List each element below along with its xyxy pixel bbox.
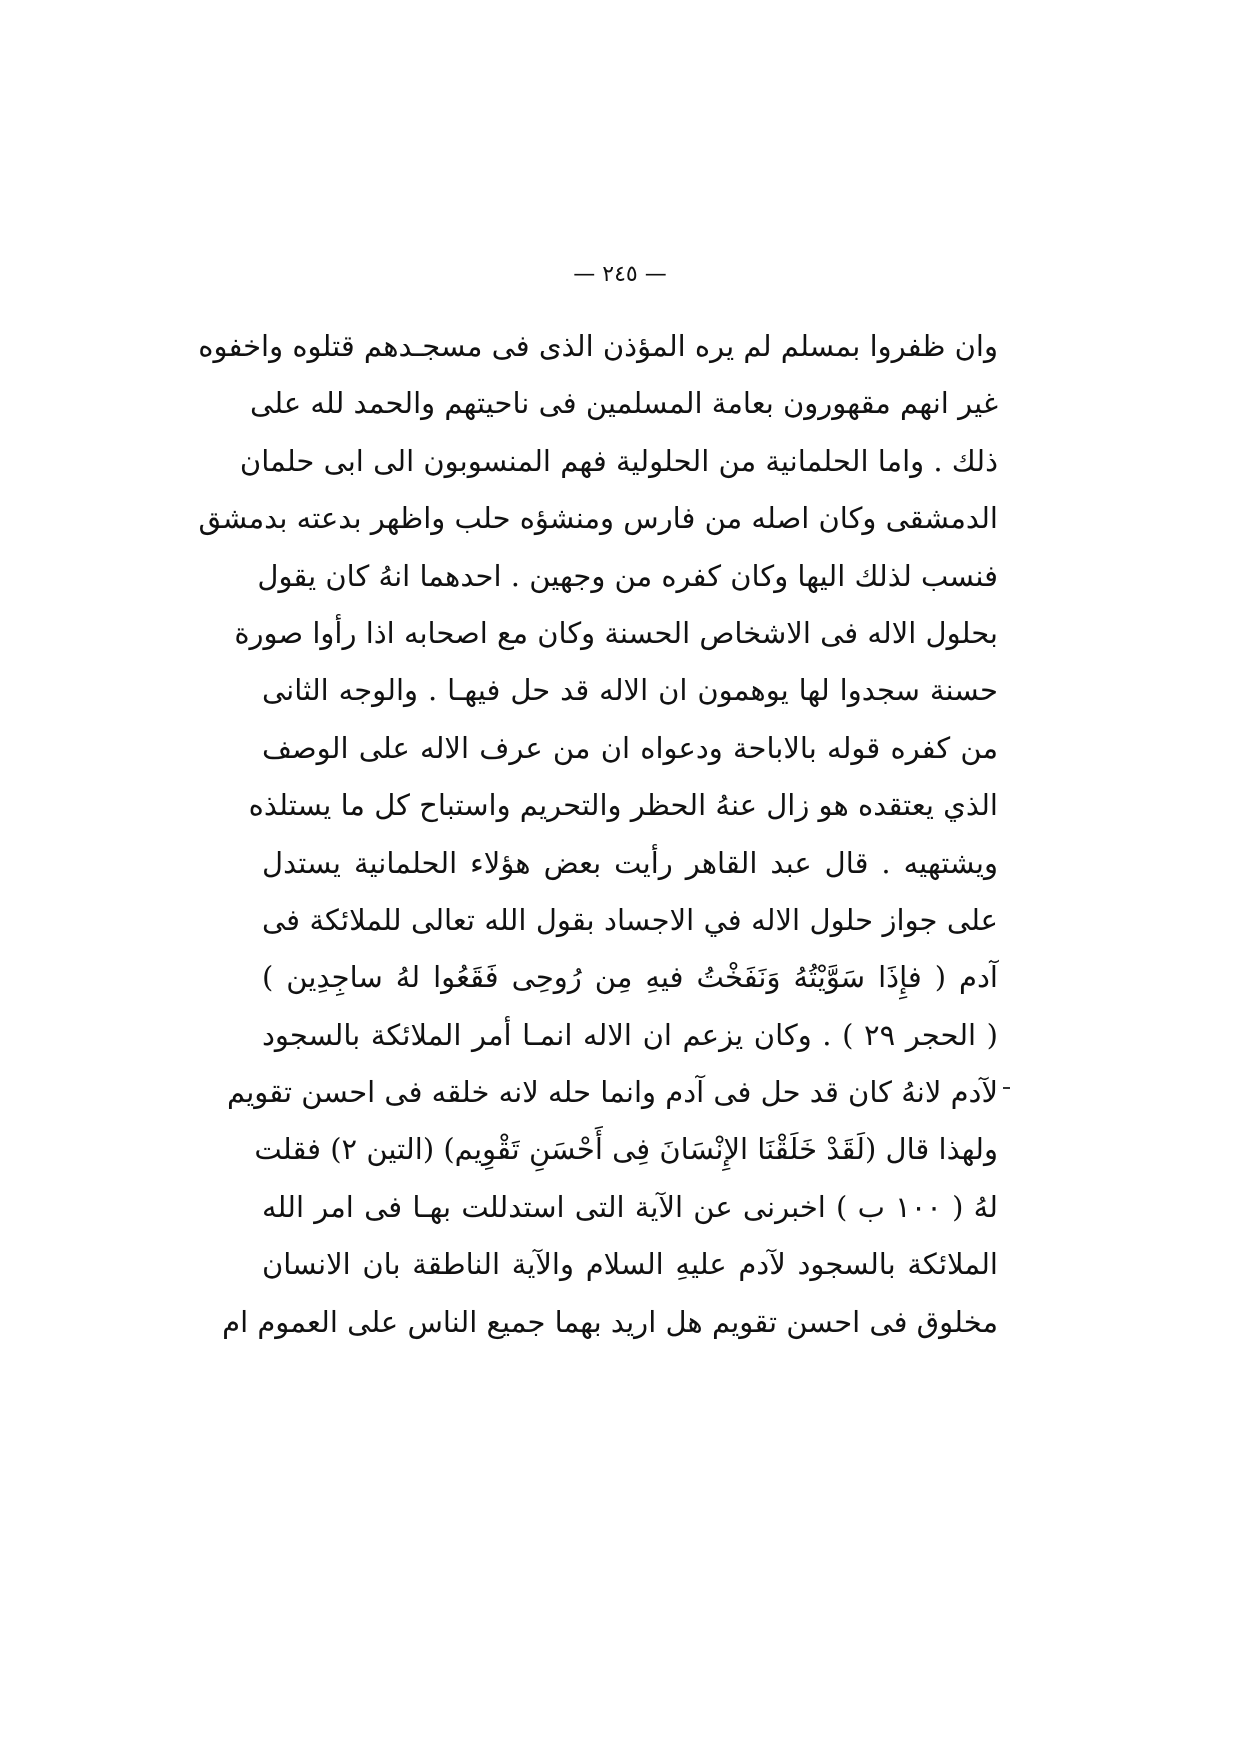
- text-line-10: ويشتهيه . قال عبد القاهر رأيت بعض هؤلاء الحلمانية يستدل: [262, 845, 998, 880]
- body-text: [198, 318, 998, 1351]
- text-line-6: بحلول الاله فى الاشخاص الحسنة وكان مع اصحابه اذا رأوا صورة: [234, 615, 998, 650]
- text-line-18: مخلوق فى احسن تقويم هل اريد بهما جميع الناس على العموم ام: [222, 1304, 998, 1339]
- text-line-2: غير انهم مقهورون بعامة المسلمين فى ناحيتهم والحمد لله على: [250, 386, 998, 421]
- text-line-4: الدمشقى وكان اصله من فارس ومنشؤه حلب واظهر بدعته بدمشق: [198, 501, 998, 536]
- text-line-12: آدم ( فإِذَا سَوَّيْتُهُ وَنَفَخْتُ فيهِ مِن رُوحِى فَقَعُوا لهُ ساجِدِين ): [262, 960, 998, 995]
- text-line-1: وان ظفروا بمسلم لم يره المؤذن الذى فى مسجـدهم قتلوه واخفوه: [198, 329, 998, 363]
- text-line-16: لهُ ( ١٠٠ ب ) اخبرنى عن الآية التى استدللت بهـا فى امر الله: [262, 1189, 998, 1224]
- text-line-14: لآدم لانهُ كان قد حل فى آدم وانما حله لانه خلقه فى احسن تقويم: [226, 1075, 998, 1110]
- margin-mark: [1003, 1087, 1010, 1089]
- text-line-15: ولهذا قال (لَقَدْ خَلَقْنَا الإِنْسَانَ فِى أَحْسَنِ تَقْوِيم) (التين ٢) فقلت: [254, 1132, 998, 1167]
- page-number: — ٢٤٥ —: [573, 262, 667, 287]
- text-line-13: ( الحجر ٢٩ ) . وكان يزعم ان الاله انمـا أمر الملائكة بالسجود: [262, 1017, 998, 1052]
- text-line-17: الملائكة بالسجود لآدم عليهِ السلام والآية الناطقة بان الانسان: [262, 1247, 998, 1282]
- text-line-11: على جواز حلول الاله في الاجساد بقول الله تعالى للملائكة فى: [262, 902, 998, 937]
- text-line-3: ذلك . واما الحلمانية من الحلولية فهم المنسوبون الى ابى حلمان: [239, 443, 998, 478]
- text-line-7: حسنة سجدوا لها يوهمون ان الاله قد حل فيهـا . والوجه الثانى: [262, 673, 998, 708]
- text-line-8: من كفره قوله بالاباحة ودعواه ان من عرف الاله على الوصف: [262, 730, 998, 765]
- text-line-9: الذي يعتقده هو زال عنهُ الحظر والتحريم واستباح كل ما يستلذه: [248, 788, 998, 823]
- text-line-5: فنسب لذلك اليها وكان كفره من وجهين . احدهما انهُ كان يقول: [257, 558, 998, 593]
